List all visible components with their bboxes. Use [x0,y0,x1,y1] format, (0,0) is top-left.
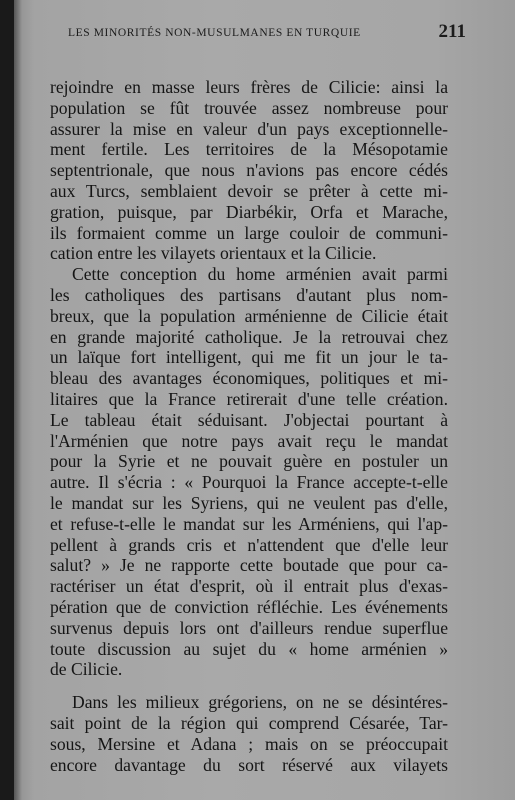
text-line: sait point de la région qui comprend Césarée, Tar- [50,712,448,733]
text-line: rejoindre en masse leurs frères de Cilicie: ainsi la [50,77,448,97]
text-line: septentrionale, que nous n'avions pas encore cédés [50,160,448,181]
text-line: breux, que la population arménienne de Cilicie était [50,305,448,326]
text-line: pellent à grands cris et n'attendent que d'elle leur [50,534,448,555]
paragraph [50,692,448,775]
text-line: litaires que la France retirerait d'une telle création. [50,388,448,409]
text-line: autre. Il s'écria : « Pourquoi la France accepte-t-elle [50,472,448,493]
text-line: le mandat sur les Syriens, qui ne veulent pas d'elle, [50,492,448,513]
text-line: aux Turcs, semblaient devoir se prêter à cette mi- [50,180,448,201]
paragraph [50,77,448,264]
text-line: l'Arménien que notre pays avait reçu le mandat [50,430,448,451]
text-line: Cette conception du home arménien avait parmi [72,264,448,285]
text-line: cation entre les vilayets orientaux et la Cilicie. [50,243,377,264]
text-line: Dans les milieux grégoriens, on ne se désintéres- [72,692,448,713]
text-line: population se fût trouvée assez nombreuse pour [50,97,448,118]
text-line: toute discussion au sujet du « home arménien » [50,638,448,659]
text-line: sous, Mersine et Adana ; mais on se préoccupait [50,733,448,754]
running-title: LES MINORITÉS NON-MUSULMANES EN TURQUIE [68,27,361,39]
text-line: les catholiques des partisans d'autant plus nom- [50,284,448,305]
paragraph [50,264,448,680]
paragraph-gap [50,680,448,692]
body-text [50,77,448,775]
text-line: Le tableau était séduisant. J'objectai pourtant à [50,409,448,430]
text-line: pour la Syrie et ne pouvait guère en postuler un [50,451,448,472]
text-line: salut? » Je ne rapporte cette boutade que pour ca- [50,555,448,576]
text-line: ractériser un état d'esprit, où il entrait plus d'exas- [50,576,448,597]
text-line: encore davantage du sort réservé aux vilayets [50,754,448,775]
text-line: de Cilicie. [50,659,123,680]
text-line: bleau des avantages économiques, politiques et mi- [50,368,448,389]
text-line: et refuse-t-elle le mandat sur les Arméniens, qui l'ap- [50,513,448,534]
text-line: survenus depuis lors ont d'ailleurs rendue superflue [50,617,448,638]
text-line: en grande majorité catholique. Je la retrouvai chez [50,326,448,347]
running-head [68,18,466,48]
text-line: gration, puisque, par Diarbékir, Orfa et Marache, [50,201,448,222]
page-number: 211 [438,21,466,42]
text-line: assurer la mise en valeur d'un pays exceptionnelle- [50,118,448,139]
book-page [14,0,515,800]
text-line: pération que de conviction réfléchie. Les événements [50,596,448,617]
text-line: ment fertile. Les territoires de la Mésopotamie [50,139,448,160]
text-line: ils formaient comme un large couloir de communi- [50,222,448,243]
text-line: un laïque fort intelligent, qui me fit un jour le ta- [50,347,448,368]
